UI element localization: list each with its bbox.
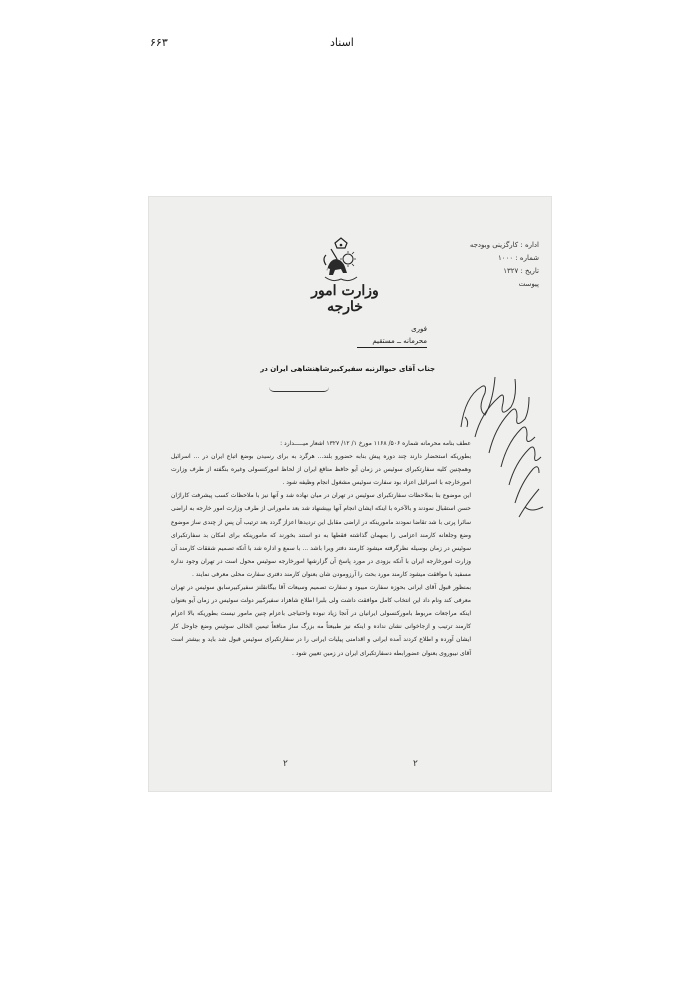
running-title: اسناد bbox=[330, 36, 354, 49]
classification-confidential: محرمانه ــ مستقیم bbox=[357, 335, 427, 348]
ministry-title: وزارت امور خارجه bbox=[311, 283, 379, 315]
body-paragraph-1: عطف بنامه محرمانه شماره ۵۰۶/ ۱۱۶۸ مورخ ۱/ ۱۲/ ۱۳۲۷ اشعار میـــــدارد : bbox=[280, 440, 471, 447]
classification-urgent: فوری bbox=[411, 325, 427, 333]
page-header bbox=[0, 0, 700, 60]
page-number: ۶۶۳ bbox=[150, 36, 168, 49]
body-paragraph-3: این موضوع بنا بملاحظات سفارتکبرای سوئیس در تهران در میان نهاده شد و آنها نیز با ملاحظات کسب پیشرفت کاراژان حسن استقبال نمودند و بالآخره با اینکه ایشان انجام آنها بپیشنهاد شد بعد مامورانی از طرف وزارت امور خارجه به اراضی سائرا پرتی با شد تقاضا نمودند مامورینکه در اراضی مقابل این تردیدها اعزاز گردد بعد ترتیب آن پس از چندی ساز موضوع وضع وجلعانه کارمند اعزامی را بمهمان گذاشته فقطها به دو استند بخورند که مامورینکه برای امکان بد سفارتکبرای سوئیس در زمان بوسیله نظرگرفته میشود کارمند دفتر ویرا باشد ... با سمع و اداره شد با آنکه تصمیم شفقات کارمند آن وزارت امورخارجه ایران با آنکه بزودی در مورد پاسخ آن گزارشها امورخارجه سوئیس محول است در تهران وجود نداره مسفید با موافقت میشود کارمند مورد بحث را آرزومودن شان بعنوان کارمند دفتری سفارت محلی معرفی نمایند . bbox=[171, 492, 471, 578]
meta-attachment: پیوست bbox=[518, 280, 539, 288]
underline-flourish bbox=[269, 387, 329, 392]
meta-date: تاریخ : ۱۳۲۷ bbox=[503, 267, 539, 275]
scanned-letter bbox=[148, 196, 552, 792]
footer-mark-left: ۲ bbox=[283, 759, 288, 769]
letter-body bbox=[171, 437, 471, 660]
classification bbox=[357, 323, 427, 348]
letter-meta bbox=[453, 239, 539, 291]
handwritten-annotation bbox=[455, 357, 547, 527]
meta-department: اداره : کارگزینی وبودجه bbox=[469, 241, 539, 249]
footer-mark-right: ۲ bbox=[413, 759, 418, 769]
addressee: جناب آقای حبوالزنبه سفیرکبیرشاهنشاهی ایران در bbox=[260, 365, 435, 373]
body-paragraph-2: بطوریکه استحضار دارند چند دوره پیش بنابه حضورو بلند... هرگرد به برای رسیدن بوضع اتباع ایران در ... اسرائیل وهمچنین کلیه سفارتکبرای سوئیس در زمان آیو حافظ منافع ایران از لحاظ امورکنسولی وغیره بنگفته از طرف وزارت امورخارجه با اسرائیل اعزاد بود سفارت سوئیس مشغول انجام وظیفه شود . bbox=[171, 453, 471, 487]
lion-and-sun-emblem-icon bbox=[321, 237, 361, 283]
body-paragraph-4: بمنظور قبول آقای ایرانی بحوزه سفارت میبود و سفارت تصمیم وسیعات آقا بیگانقلنز سفیرکبیرسابق سوئیس در تهران معرفی کند ونام داد این انتخاب کامل موافقت داشت ولی بلبرا اطلاع شاهزاد سفیرکبیر دولت سوئیس در زمان آیو بعنوان اینکه مراجعات مربوط بامورکنسولی ایرانیان در آنجا زیاد نبوده واحتیاجی باعزام چنین مامور نیست بطوریکه بالا اعزام کارمند ترتیب و ازجاخوانی نشان نداده و اینکه نیز طبیعتاً مه بزرگ ساز منافعاً تیمین الخالی سوئیس وضع جاوحل کار ایشان آورده و اطلاع کردند آمده ایرانی و اقدامنی پیلیات ایرانی را در سفارتکبرای سوئیس قبول شد باید و بیشتر است آقای نیبوروی بعنوان عضورابطه دسفارتکبرای ایران در زمین تعیین شود . bbox=[171, 584, 471, 657]
meta-number: شماره : ۱۰۰۰ bbox=[498, 254, 539, 262]
